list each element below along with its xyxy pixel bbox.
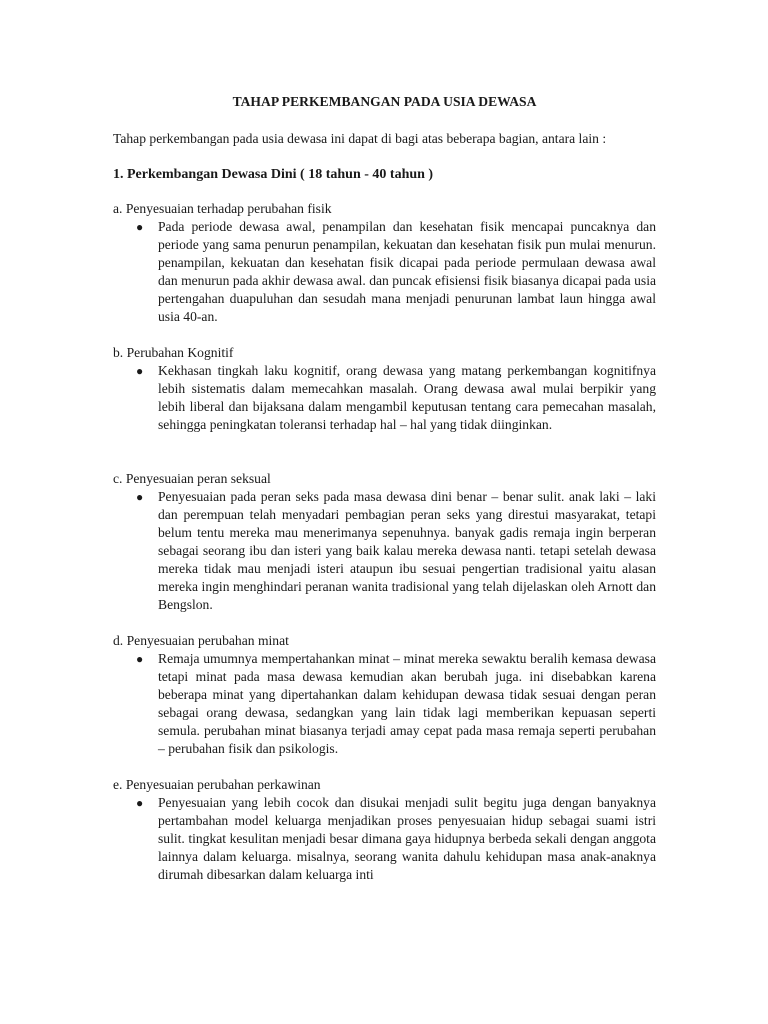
subsection-label: b. Perubahan Kognitif bbox=[113, 345, 234, 360]
bullet-icon: ● bbox=[136, 364, 144, 378]
list-item bbox=[113, 488, 656, 614]
document-body bbox=[113, 93, 656, 884]
list-item bbox=[113, 218, 656, 326]
section-heading: 1. Perkembangan Dewasa Dini ( 18 tahun - 40 tahun ) bbox=[113, 167, 434, 182]
bullet-text: Pada periode dewasa awal, penampilan dan kesehatan fisik mencapai puncaknya dan periode yang sama penurun penampilan, kekuatan dan kesehatan fisik pun mulai menurun. penampilan, kekuatan dan kesehatan fisik dicapai pada periode permulaan dewasa awal dan menurun pada akhir dewasa awal. dan puncak efisiensi fisik biasanya dicapai pada usia pertengahan duapuluhan dan sesudah mana menjadi penurunan lambat laun hingga awal usia 40-an. bbox=[158, 219, 656, 324]
bullet-text: Penyesuaian pada peran seks pada masa dewasa dini benar – benar sulit. anak laki – laki dan perempuan telah menyadari pembagian peran seks yang direstui masyarakat, tetapi belum tentu mereka mau menerimanya sepenuhnya. banyak gadis remaja ingin berperan sebagai seorang ibu dan isteri yang baik kalau mereka dewasa nanti. tetapi setelah dewasa mereka tidak mau menjadi isteri ataupun ibu sesuai pengertian tradisional yaitu alasan mereka ingin menghindari peranan wanita tradisional yang telah dijelaskan oleh Arnott dan Bengslon. bbox=[158, 489, 656, 612]
bullet-text: Kekhasan tingkah laku kognitif, orang dewasa yang matang perkembangan kognitifnya lebih sistematis dalam memecahkan masalah. Orang dewasa awal mulai berpikir yang lebih liberal dan bijaksana dalam mengambil keputusan tentang cara pemecahan masalah, sehingga peningkatan toleransi terhadap hal – hal yang tidak diinginkan. bbox=[158, 363, 656, 432]
subsection-b bbox=[113, 344, 656, 434]
subsection-a bbox=[113, 200, 656, 326]
subsection-c bbox=[113, 470, 656, 614]
list-item bbox=[113, 794, 656, 884]
intro-paragraph: Tahap perkembangan pada usia dewasa ini dapat di bagi atas beberapa bagian, antara lain : bbox=[113, 131, 607, 146]
document-title: TAHAP PERKEMBANGAN PADA USIA DEWASA bbox=[232, 94, 537, 109]
bullet-icon: ● bbox=[136, 490, 144, 504]
list-item bbox=[113, 650, 656, 758]
bullet-text: Remaja umumnya mempertahankan minat – minat mereka sewaktu beralih kemasa dewasa tetapi minat pada masa dewasa kemudian akan berubah juga. ini disebabkan karena beberapa minat yang dipertahankan dalam kehidupan dewasa tidak sesuai dengan peran sebagai orang dewasa, sedangkan yang lain tidak lagi memberikan kepuasan seperti semula. perubahan minat biasanya terjadi amay cepat pada masa remaja seperti perubahan – perubahan fisik dan psikologis. bbox=[158, 651, 656, 756]
bullet-list bbox=[113, 362, 656, 434]
bullet-text: Penyesuaian yang lebih cocok dan disukai menjadi sulit begitu juga dengan banyaknya pertambahan model keluarga menjadikan proses penyesuaian hidup sebagai suami istri sulit. tingkat kesulitan menjadi besar dimana gaya hidupnya berbeda sekali dengan anggota lainnya dalam keluarga. misalnya, seorang wanita dahulu kehidupan masa anak-anaknya dirumah dibesarkan dalam keluarga inti bbox=[158, 795, 656, 882]
bullet-list bbox=[113, 794, 656, 884]
subsection-d bbox=[113, 632, 656, 758]
list-item bbox=[113, 362, 656, 434]
subsection-label: c. Penyesuaian peran seksual bbox=[113, 471, 271, 486]
bullet-list bbox=[113, 218, 656, 326]
subsection-label: e. Penyesuaian perubahan perkawinan bbox=[113, 777, 321, 792]
subsection-label: a. Penyesuaian terhadap perubahan fisik bbox=[113, 201, 332, 216]
bullet-list bbox=[113, 488, 656, 614]
subsection-label: d. Penyesuaian perubahan minat bbox=[113, 633, 289, 648]
bullet-icon: ● bbox=[136, 220, 144, 234]
bullet-icon: ● bbox=[136, 796, 144, 810]
subsection-e bbox=[113, 776, 656, 884]
bullet-list bbox=[113, 650, 656, 758]
bullet-icon: ● bbox=[136, 652, 144, 666]
